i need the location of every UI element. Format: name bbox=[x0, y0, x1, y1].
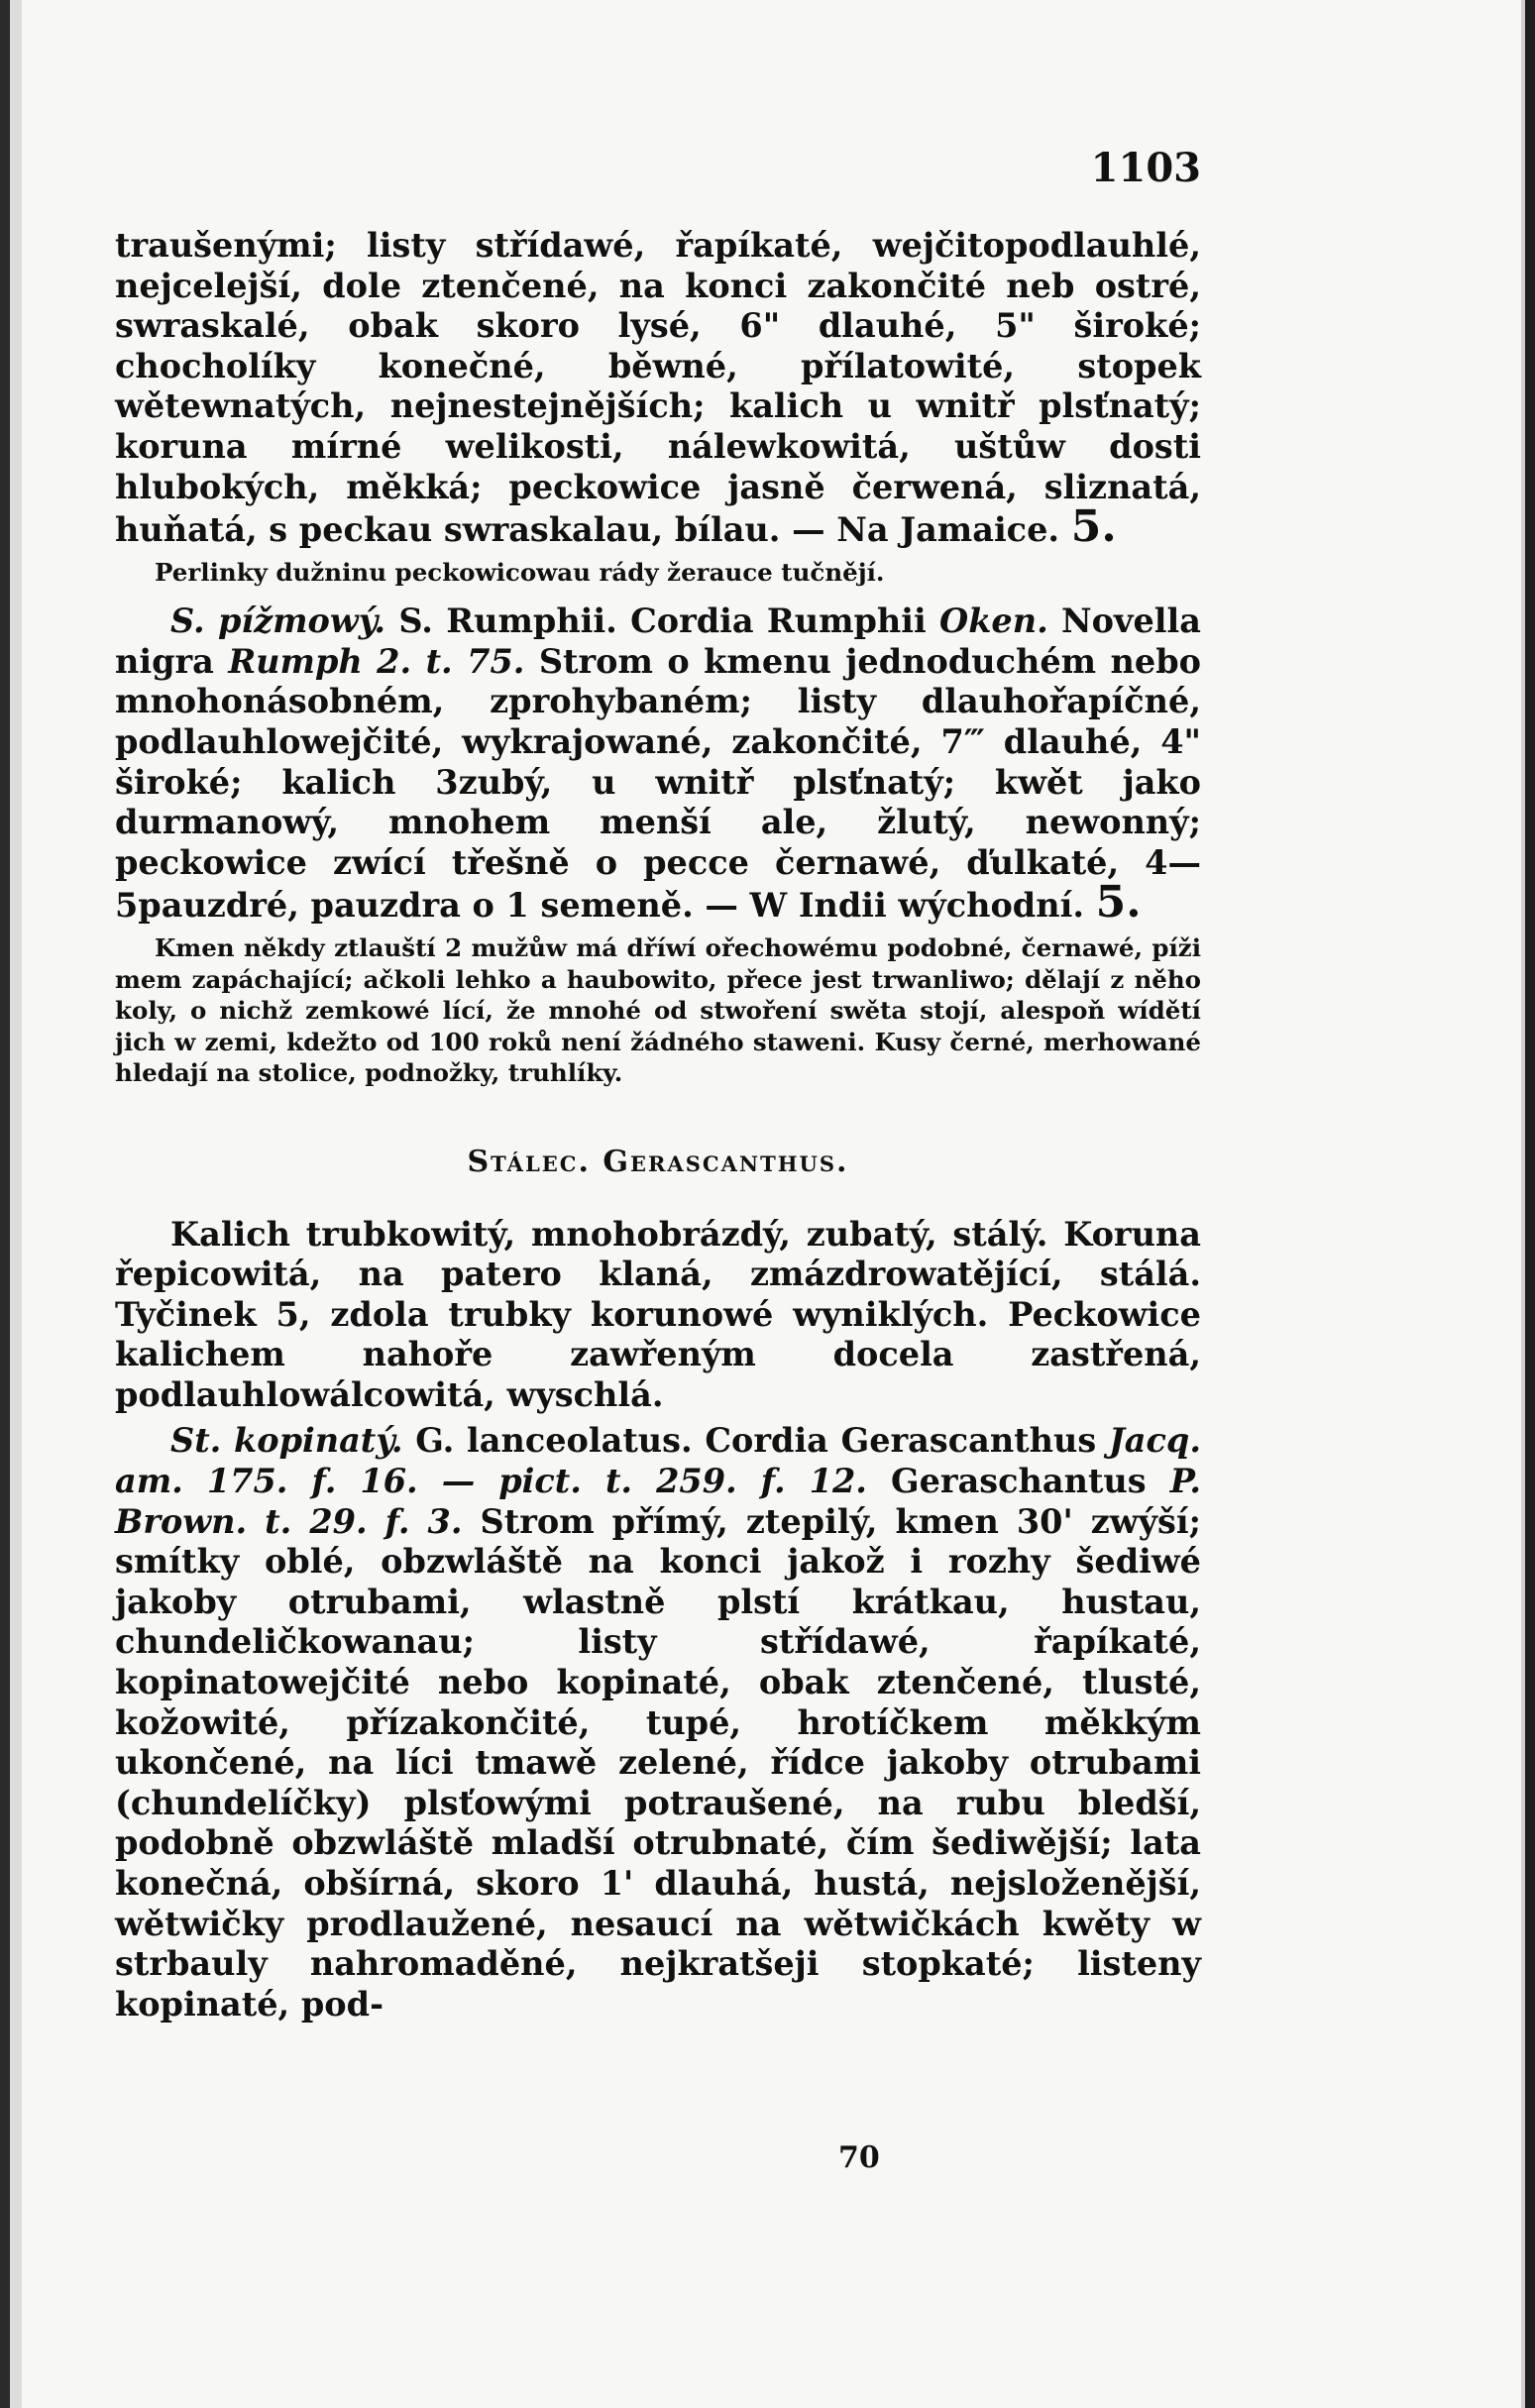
entry2-text-a: Cordia Rumphii bbox=[630, 602, 927, 641]
entry2-text-b: Novella nigra bbox=[115, 602, 1201, 681]
entry2-mark: 5. bbox=[1095, 877, 1142, 929]
note-1: Perlinky dužninu peckowicowau rády žerauce tučnějí. bbox=[155, 557, 885, 587]
entry3-auth: Jacq. am. 175. f. 16. — pict. t. 259. f. 12. bbox=[115, 1421, 1201, 1501]
entry3-text-b: Geraschantus bbox=[891, 1462, 1147, 1501]
entry1-text: traušenými; listy střídawé, řapíkaté, wejčitopodlauhlé, nejcelejší, dole ztenčené, na konci zakončité neb ostré, swraskalé, obak skoro lysé, 6" dlauhé, 5" široké; chocholíky konečné, běwné, přílatowité, stopek wětewnatých, nejnestejnějších; kalich u wnitř plsťnatý; koruna mírné welikosti, nálewkowitá, uštůw dosti hlubokých, měkká; peckowice jasně čerwená, sliznatá, huňatá, s peckau swraskalau, bílau. — Na Jamaice. bbox=[115, 226, 1201, 550]
entry-s-pizmowy bbox=[115, 602, 1201, 927]
page-body bbox=[115, 226, 1201, 2025]
entry3-latin: G. lanceolatus. bbox=[415, 1421, 693, 1461]
note-2: Kmen někdy ztlauští 2 mužůw má dříwí ořechowému podobné, černawé, píži mem zapáchající; ačkoli lehko a haubowito, přece jest trwanliwo; dělají z něho koly, o nichž zemkowé lící, že mnohé od stwoření swěta stojí, alespoň wídětí jich w zemi, kdežto od 100 roků není žádného staweni. Kusy černé, merhowané hledají na stolice, podnožky, truhlíky. bbox=[115, 933, 1201, 1087]
entry-continuation bbox=[115, 226, 1201, 551]
scan-edge-right bbox=[1521, 0, 1535, 2408]
entry2-latin: S. Rumphii. bbox=[398, 602, 617, 641]
signature-mark: 70 bbox=[838, 2140, 880, 2175]
entry3-name: St. kopinatý. bbox=[170, 1421, 403, 1461]
entry2-name: S. pížmowý. bbox=[170, 602, 386, 641]
entry2-text: Strom o kmenu jednoduchém nebo mnohonásobném, zprohybaném; listy dlauhořapíčné, podlauhlowejčité, wykrajowané, zakončité, 7‴ dlauhé, 4" široké; kalich 3zubý, u wnitř plsťnatý; kwět jako durmanowý, mnohem menší ale, žlutý, newonný; peckowice zwící třešně o pecce černawé, ďulkaté, 4—5pauzdré, pauzdra o 1 semeně. — W Indii wýchodní. bbox=[115, 641, 1201, 926]
entry3-text: Strom přímý, ztepilý, kmen 30' zwýší; smítky oblé, obzwláště na konci jakož i rozhy šediwé jakoby otrubami, wlastně plstí krátkau, hustau, chundeličkowanau; listy střídawé, řapíkaté, kopinatowejčité nebo kopinaté, obak ztenčené, tlusté, kožowité, přízakončité, tupé, hrotíčkem měkkým ukončené, na líci tmawě zelené, řídce jakoby otrubami (chundelíčky) plsťowými potraušené, na rubu bledší, podobně obzwláště mladší otrubnaté, čím šediwější; lata konečná, obšírná, skoro 1' dlauhá, hustá, nejsloženější, wětwičky prodlaužené, nesaucí na wětwičkách kwěty w strbauly nahromaděné, nejkratšeji stopkaté; listeny kopinaté, pod- bbox=[115, 1501, 1202, 2024]
entry3-text-a: Cordia Gerascanthus bbox=[705, 1421, 1097, 1461]
entry2-auth: Oken. bbox=[939, 602, 1048, 641]
scan-edge-left bbox=[0, 0, 22, 2408]
section-heading: Stálec. Gerascanthus. bbox=[467, 1144, 849, 1179]
page-number: 1103 bbox=[1090, 145, 1201, 191]
entry2-ref: Rumph 2. t. 75. bbox=[228, 641, 525, 681]
entry-st-kopinaty bbox=[115, 1421, 1201, 2025]
entry3-ref: P. Brown. t. 29. f. 3. bbox=[115, 1462, 1202, 1541]
genus-description: Kalich trubkowitý, mnohobrázdý, zubatý, stálý. Koruna řepicowitá, na patero klaná, zmázdrowatějící, stálá. Tyčinek 5, zdola trubky korunowé wyniklých. Peckowice kalichem nahoře zawřeným docela zastřená, podlauhlowálcowitá, wyschlá. bbox=[115, 1214, 1201, 1414]
entry1-mark: 5. bbox=[1070, 501, 1117, 553]
